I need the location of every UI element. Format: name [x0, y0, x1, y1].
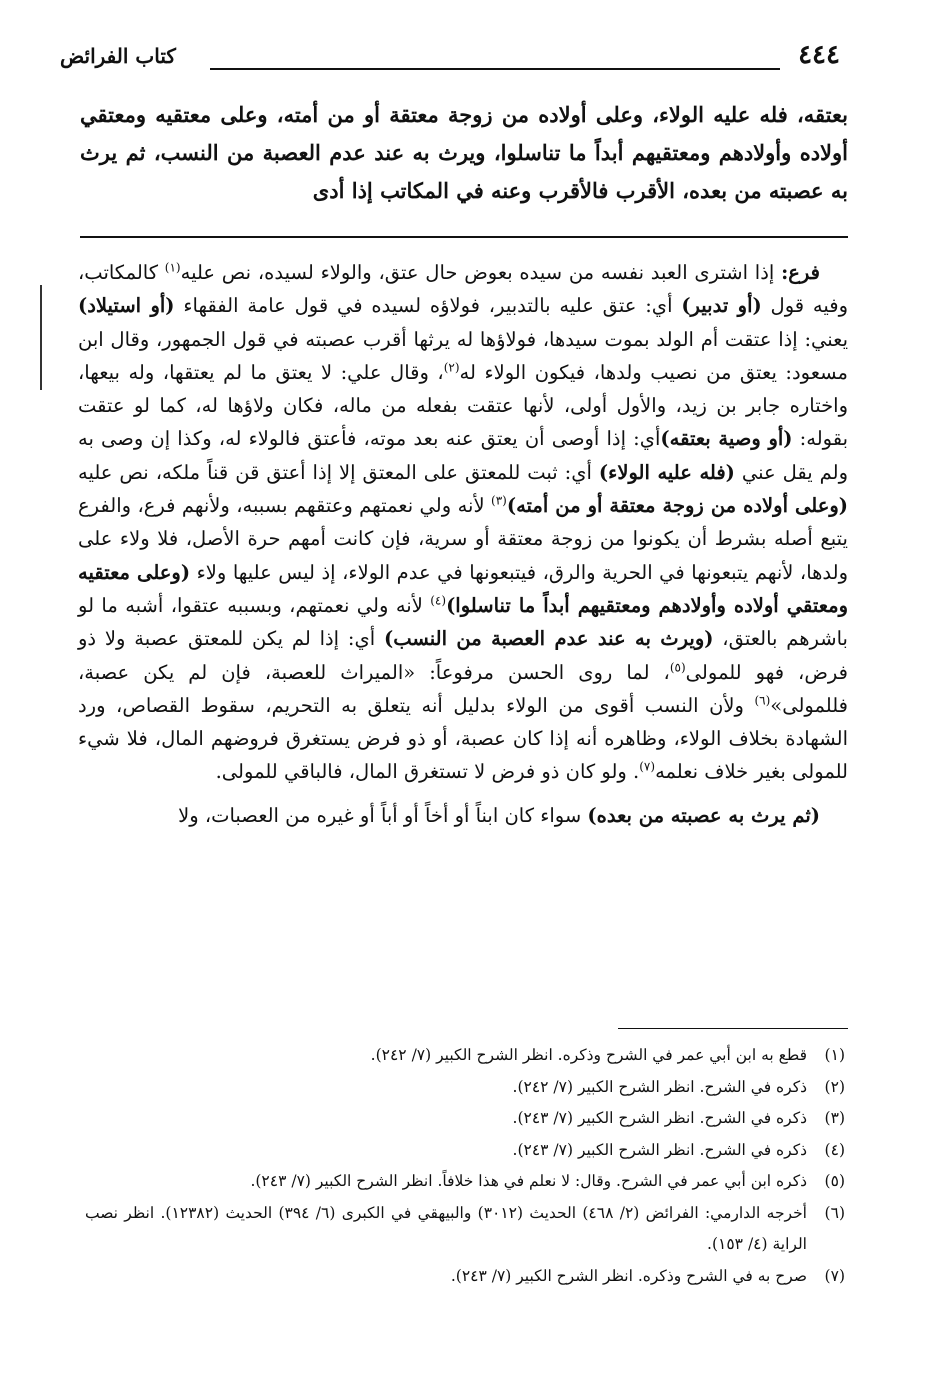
sharh-paragraph	[78, 256, 848, 789]
footnote-ref-4: (٤)	[430, 593, 447, 608]
quoted-matn: (وعلى معتقيه ومعتقي أولاده وأولادهم ومعتقيهم أبداً ما تناسلوا)	[78, 560, 848, 617]
footnote-text: قطع به ابن أبي عمر في الشرح وذكره. انظر الشرح الكبير (٧/ ٢٤٢).	[370, 1046, 807, 1064]
footnote-item	[85, 1135, 845, 1167]
sharh-span: ولأن النسب أقوى من الولاء بدليل أنه يتعلق به التحريم، سقوط القصاص، ورد الشهادة بخلاف الولاء، وظاهره أنه إذا كان عصبة، أو ذو فرض يستغرق فروضهم المال، فلا شيء للمولى بغير خلاف نعلمه	[78, 693, 848, 784]
quoted-matn: (أو وصية بعتقه)	[660, 427, 793, 451]
sharh-span: أي: ثبت للمعتق على المعتق إلا إذا أعتق قن قناً ملكه، نص عليه	[78, 460, 599, 484]
footnote-text: ذكره في الشرح. انظر الشرح الكبير (٧/ ٢٤٣).	[512, 1109, 807, 1127]
footnote-separator	[618, 1028, 848, 1029]
matn-text: بعتقه، فله عليه الولاء، وعلى أولاده من زوجة معتقة أو من أمته، وعلى معتقيه ومعتقي أولاده وأولادهم ومعتقيهم أبداً ما تناسلوا، ويرث به عند عدم العصبة من النسب، ثم يرث به عصبته من بعده، الأقرب فالأقرب وعنه في المكاتب إذا أدى	[80, 102, 848, 203]
footnote-text: ذكره في الشرح. انظر الشرح الكبير (٧/ ٢٤٢).	[512, 1077, 807, 1096]
footnote-text: ذكره في الشرح. انظر الشرح الكبير (٧/ ٢٤٣).	[512, 1140, 807, 1159]
footnote-number: (٤)	[824, 1140, 845, 1159]
sharh-span: سواء كان ابناً أو أخاً أو أباً أو غيره من العصبات، ولا	[178, 803, 588, 827]
footnotes-list	[85, 1040, 845, 1292]
sharh-span: إذا اشترى العبد نفسه من سيده بعوض حال عتق، والولاء لسيده، نص عليه	[180, 261, 782, 284]
quoted-matn: (أو تدبير)	[681, 294, 762, 318]
footnote-number: (٣)	[824, 1109, 845, 1127]
footnote-item	[85, 1261, 845, 1293]
footnote-number: (٧)	[824, 1266, 845, 1285]
footnote-ref-2: (٢)	[443, 360, 460, 375]
quoted-matn: (ثم يرث به عصبته من بعده)	[587, 803, 820, 827]
sharh-paragraph	[78, 799, 848, 832]
page-header	[60, 40, 840, 76]
page-number: ٤٤٤	[798, 40, 840, 70]
footnote-ref-5: (٥)	[669, 660, 686, 675]
footnote-ref-6: (٦)	[754, 693, 771, 708]
footnote-text: صرح به في الشرح وذكره. انظر الشرح الكبير (٧/ ٢٤٣).	[450, 1266, 807, 1285]
margin-line	[40, 285, 42, 390]
header-rule	[210, 68, 780, 70]
sharh-span: ، لما روى الحسن مرفوعاً: «الميراث للعصبة، فإن لم يكن عصبة، فللمولى»	[78, 660, 848, 717]
running-title: كتاب الفرائض	[60, 44, 176, 68]
quoted-matn: (أو استيلاد)	[78, 294, 175, 318]
matn-separator	[80, 236, 848, 238]
sharh-span: أي: عتق عليه بالتدبير، فولاؤه لسيده في قول عامة الفقهاء	[174, 294, 682, 318]
sharh-span: يعني: إذا عتقت أم الولد بموت سيدها، فولاؤها له يرثها أقرب عصبته في قول الجمهور، وقال ابن مسعود: يعتق من نصيب ولدها، فيكون الولاء له	[78, 327, 848, 384]
footnote-number: (١)	[824, 1046, 845, 1064]
footnote-number: (٥)	[824, 1172, 845, 1190]
sharh-span: أي: إذا لم يكن للمعتق عصبة ولا ذو فرض، فهو للمولى	[78, 627, 849, 684]
footnote-item	[85, 1166, 845, 1198]
footnote-ref-1: (١)	[164, 260, 181, 275]
far-label: فرع:	[781, 261, 821, 284]
footnote-item	[85, 1103, 845, 1135]
sharh-span: لأنه ولي نعمتهم، وبسببه عتقوا، أشبه ما لو باشرهم بالعتق،	[78, 593, 848, 651]
footnote-text: ذكره ابن أبي عمر في الشرح. وقال: لا نعلم في هذا خلافاً. انظر الشرح الكبير (٧/ ٢٤٣).	[250, 1172, 807, 1190]
sharh-text	[78, 256, 848, 832]
footnote-ref-7: (٧)	[639, 759, 656, 774]
footnote-ref-3: (٣)	[491, 493, 507, 508]
footnote-item	[85, 1040, 845, 1072]
sharh-span: . ولو كان ذو فرض لا تستغرق المال، فالباقي للمولى.	[215, 760, 640, 784]
quoted-matn: (فله عليه الولاء)	[598, 460, 735, 484]
quoted-matn: (ويرث به عند عدم العصبة من النسب)	[383, 627, 714, 651]
sharh-span: ، وقال علي: لا يعتق ما لم يعتقها، وله بيعها، واختاره جابر بن زيد، والأول أولى، لأنها عتقت بفعله من ماله، فكان ولاؤها له، كما لو عتقت بقوله:	[78, 360, 849, 451]
footnote-item	[85, 1072, 845, 1104]
sharh-span: كالمكاتب، وفيه قول	[78, 261, 848, 318]
sharh-span: لأنه ولي نعمتهم وعتقهم بسببه، ولأنهم فرع، والفرع يتبع أصله بشرط أن يكونوا من زوجة معتقة أو سرية، فإن كانت أمهم حرة الأصل، فلا ولاء على ولدها، لأنهم يتبعونها في الحرية والرق، فيتبعونها في عدم الولاء، إذ ليس عليها ولاء	[78, 494, 849, 584]
footnote-number: (٢)	[824, 1077, 845, 1096]
footnote-text: أخرجه الدارمي: الفرائض (٢/ ٤٦٨) الحديث (٣٠١٢) والبيهقي في الكبرى (٦/ ٣٩٤) الحديث (١٢٣٨٢). انظر نصب الراية (٤/ ١٥٣).	[85, 1203, 807, 1253]
footnote-item	[85, 1198, 845, 1261]
footnote-number: (٦)	[824, 1203, 845, 1222]
sharh-span: أي: إذا أوصى أن يعتق عنه بعد موته، فأعتق فالولاء له، وكذا إن وصى به ولم يقل عني	[78, 427, 849, 484]
quoted-matn: (وعلى أولاده من زوجة معتقة أو من أمته)	[506, 494, 848, 518]
